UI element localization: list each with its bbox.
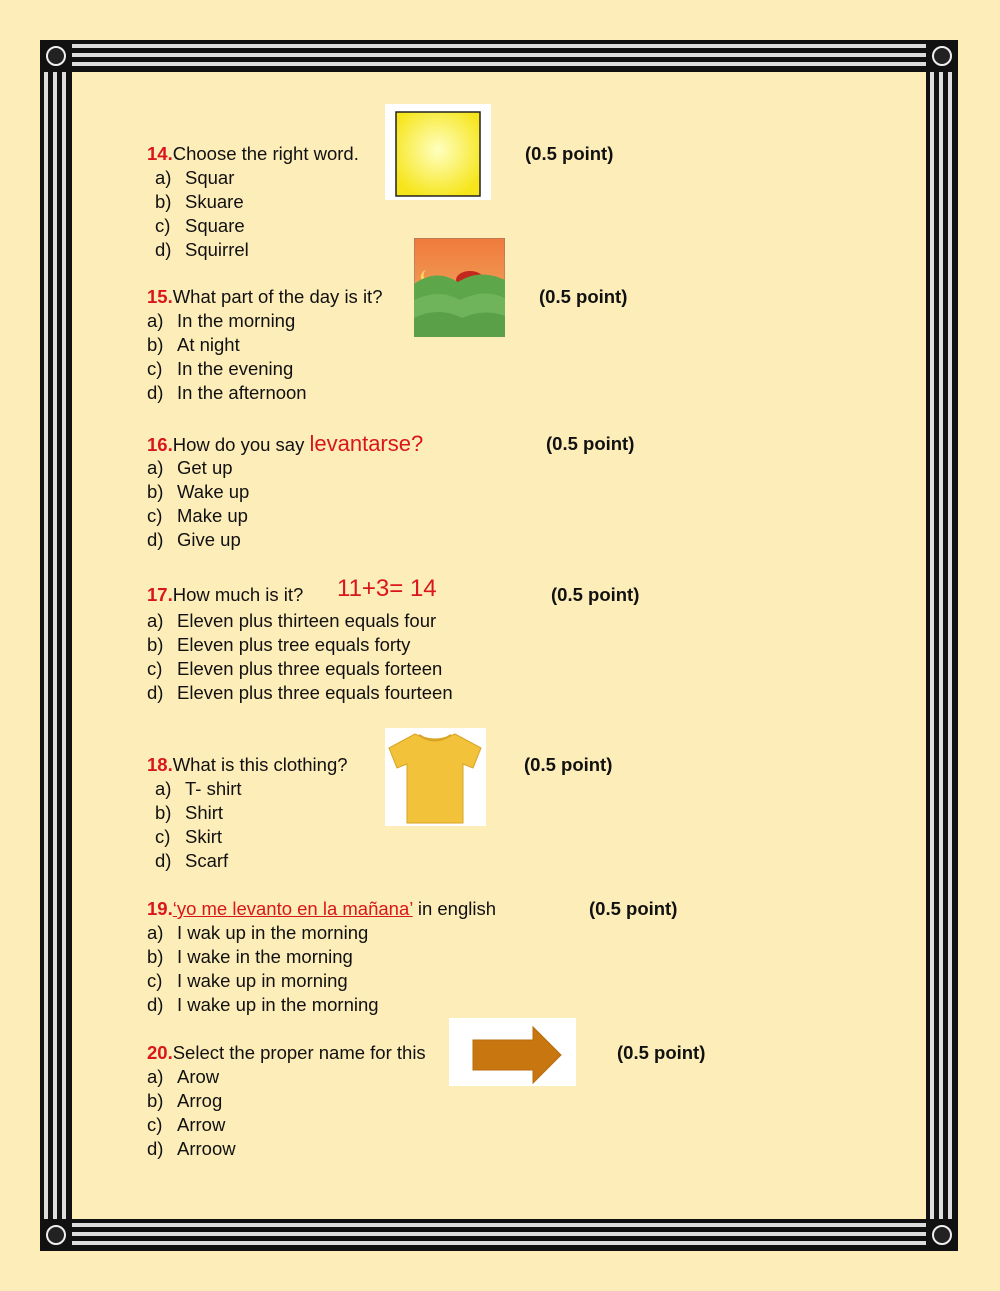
points-label: (0.5 point) [589, 898, 678, 919]
question-text: What part of the day is it? [172, 286, 383, 307]
question-number: 19. [147, 898, 173, 919]
frame-left [40, 40, 72, 1251]
option-a[interactable]: a) Get up [147, 457, 233, 478]
question-number: 17. [147, 584, 173, 605]
question-number: 18. [147, 754, 173, 775]
yellow-square-image [385, 104, 491, 200]
option-d[interactable]: d) Arroow [147, 1138, 236, 1159]
option-c[interactable]: c) Eleven plus three equals forteen [147, 658, 443, 679]
points-label: (0.5 point) [524, 754, 613, 775]
corner-ornament-bl [40, 1219, 72, 1251]
points-label: (0.5 point) [617, 1042, 706, 1063]
question-number: 15. [147, 286, 173, 307]
points-label: (0.5 point) [525, 143, 614, 164]
question-number: 16. [147, 434, 173, 455]
option-b[interactable]: b) Arrog [147, 1090, 223, 1111]
question-15 [147, 285, 628, 405]
question-17-stem [147, 575, 640, 607]
option-b[interactable]: b) Shirt [155, 802, 224, 823]
question-keyword: levantarse? [309, 431, 424, 456]
question-equation: 11+3= 14 [337, 575, 437, 602]
option-d[interactable]: d) Eleven plus three equals fourteen [147, 682, 453, 703]
question-14 [147, 142, 614, 262]
question-text: How much is it? [172, 584, 304, 605]
corner-ornament-tl [40, 40, 72, 72]
option-d[interactable]: d) Squirrel [155, 239, 249, 260]
question-text: in english [412, 898, 496, 919]
option-b[interactable]: b) At night [147, 334, 240, 355]
option-c[interactable]: c) Make up [147, 505, 248, 526]
question-18-stem [147, 753, 613, 777]
frame-right [926, 40, 958, 1251]
question-text: What is this clothing? [172, 754, 348, 775]
option-b[interactable]: b) Skuare [155, 191, 244, 212]
option-c[interactable]: c) Arrow [147, 1114, 226, 1135]
corner-ornament-tr [926, 40, 958, 72]
question-phrase: ‘yo me levanto en la mañana’ [172, 898, 413, 919]
arrow-image [449, 1018, 576, 1086]
frame-top [40, 40, 958, 72]
question-16-stem [147, 431, 635, 456]
option-c[interactable]: c) In the evening [147, 358, 294, 379]
t-shirt-image [385, 728, 486, 826]
option-d[interactable]: d) Scarf [155, 850, 229, 871]
option-c[interactable]: c) Square [155, 215, 245, 236]
option-a[interactable]: a) Eleven plus thirteen equals four [147, 610, 437, 631]
option-a[interactable]: a) In the morning [147, 310, 296, 331]
option-d[interactable]: d) Give up [147, 529, 241, 550]
question-20 [147, 1041, 706, 1161]
option-b[interactable]: b) I wake in the morning [147, 946, 353, 967]
option-a[interactable]: a) Squar [155, 167, 235, 188]
question-19-stem [147, 897, 678, 921]
points-label: (0.5 point) [546, 433, 635, 454]
sunset-landscape-image [414, 238, 505, 337]
question-number: 20. [147, 1042, 173, 1063]
points-label: (0.5 point) [539, 286, 628, 307]
question-19 [147, 897, 678, 1017]
question-number: 14. [147, 143, 173, 164]
option-a[interactable]: a) Arow [147, 1066, 220, 1087]
option-b[interactable]: b) Eleven plus tree equals forty [147, 634, 411, 655]
question-15-stem [147, 285, 628, 309]
corner-ornament-br [926, 1219, 958, 1251]
option-b[interactable]: b) Wake up [147, 481, 250, 502]
question-text: Select the proper name for this [172, 1042, 426, 1063]
option-c[interactable]: c) Skirt [155, 826, 222, 847]
option-a[interactable]: a) T- shirt [155, 778, 242, 799]
points-label: (0.5 point) [551, 584, 640, 605]
option-c[interactable]: c) I wake up in morning [147, 970, 348, 991]
question-14-stem [147, 142, 614, 166]
option-d[interactable]: d) I wake up in the morning [147, 994, 379, 1015]
frame-bottom [40, 1219, 958, 1251]
option-a[interactable]: a) I wak up in the morning [147, 922, 369, 943]
option-d[interactable]: d) In the afternoon [147, 382, 307, 403]
question-20-stem [147, 1041, 706, 1065]
question-17 [147, 575, 640, 705]
question-16 [147, 431, 635, 552]
question-text: How do you say [172, 434, 310, 455]
question-text: Choose the right word. [172, 143, 359, 164]
question-18 [147, 753, 613, 873]
